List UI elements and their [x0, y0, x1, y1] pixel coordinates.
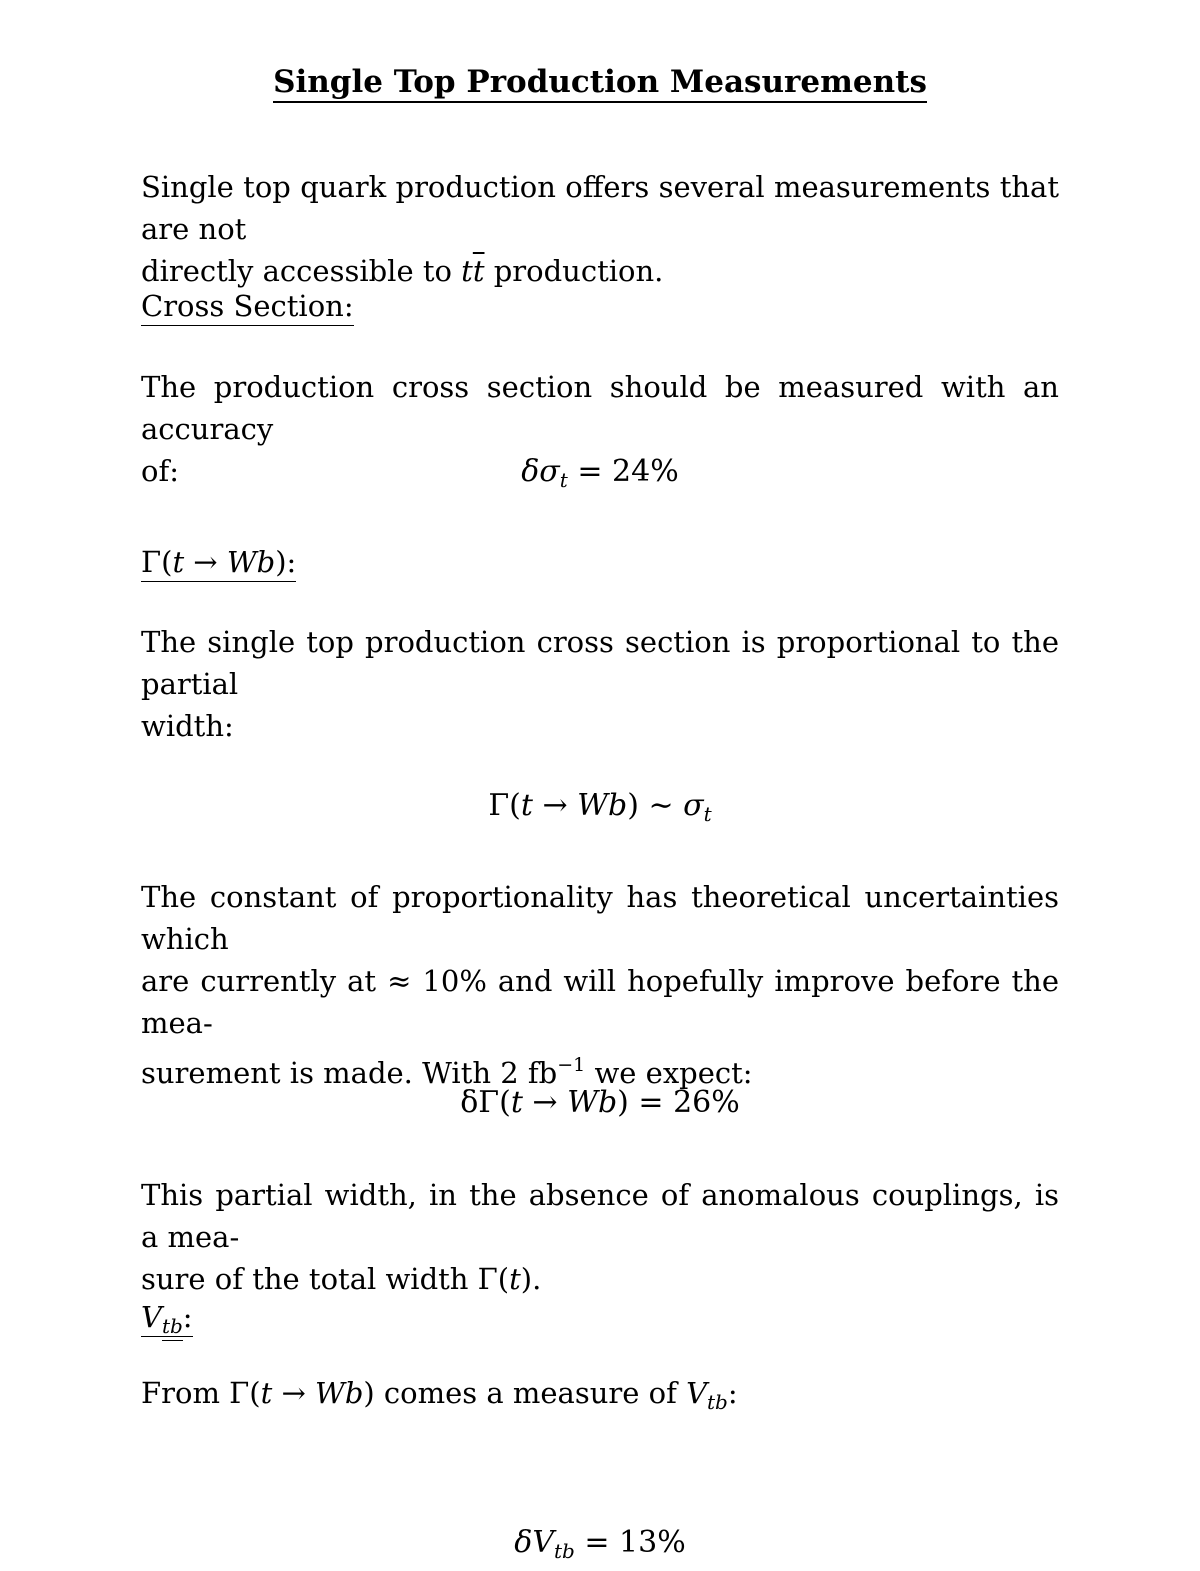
- gamma-paragraph-1: [141, 621, 1059, 747]
- cross-section-line-1: The production cross section should be measured with an accuracy: [141, 370, 1059, 446]
- cross-section-equation: [0, 452, 1200, 500]
- intro-paragraph: [141, 166, 1059, 292]
- cross-section-heading: [141, 286, 354, 326]
- vtb-text-sub: tb: [707, 1390, 728, 1414]
- gamma-eq1-arrow: →: [532, 788, 578, 823]
- gamma-p2-line-3-pre: surement is made. With 2 fb: [141, 1056, 558, 1090]
- vtb-text-pre: From Γ(: [141, 1376, 261, 1410]
- vtb-heading-sub: tb: [162, 1314, 183, 1341]
- cross-section-heading-text: Cross Section:: [141, 289, 354, 326]
- tt-symbol-t: t: [461, 254, 473, 288]
- vtb-equation: [0, 1523, 1200, 1571]
- gamma-heading: [141, 542, 296, 582]
- vtb-heading-colon: :: [183, 1300, 193, 1337]
- vtb-text-colon: :: [727, 1376, 738, 1410]
- gamma-eq2-rhs: ) = 26%: [617, 1085, 740, 1120]
- gamma-heading-close: ):: [275, 545, 296, 582]
- tt-symbol-tbar: $\overline{t}$: [472, 254, 485, 288]
- vtb-text-mid: ) comes a measure of: [363, 1376, 687, 1410]
- intro-line-1: Single top quark production offers several measurements that are not: [141, 170, 1059, 246]
- cross-section-eq-delta-sigma: δσ: [521, 454, 560, 489]
- gamma-heading-text: [141, 545, 296, 582]
- gamma-p3-line-2-t: t: [509, 1262, 521, 1296]
- intro-line-2-pre: directly accessible to: [141, 254, 462, 288]
- gamma-heading-arrow: →: [184, 545, 227, 582]
- gamma-p2-line-3-post: we expect:: [585, 1056, 753, 1090]
- vtb-heading-text: [141, 1300, 193, 1337]
- vtb-heading: [141, 1297, 193, 1346]
- gamma-eq1-sigma: σ: [683, 788, 704, 823]
- gamma-p3-line-2-post: ).: [520, 1262, 542, 1296]
- gamma-paragraph-2: [141, 876, 1059, 1094]
- gamma-eq1-gamma: Γ(: [488, 788, 521, 823]
- vtb-heading-v: V: [141, 1300, 162, 1337]
- vtb-text-v: V: [686, 1376, 708, 1410]
- gamma-p2-line-1: The constant of proportionality has theoretical uncertainties which: [141, 880, 1059, 956]
- gamma-p1-line-1: The single top production cross section is proportional to the partial: [141, 625, 1059, 701]
- gamma-heading-wb: Wb: [227, 545, 275, 582]
- vtb-text-t: t: [260, 1376, 273, 1410]
- cross-section-line-2: of:: [141, 454, 179, 488]
- gamma-paragraph-3: [141, 1174, 1059, 1300]
- gamma-uncertainty-equation: [0, 1083, 1200, 1123]
- gamma-p3-line-2-pre: sure of the total width Γ(: [141, 1262, 510, 1296]
- vtb-eq-v: V: [532, 1525, 554, 1560]
- gamma-p2-line-2: are currently at ≈ 10% and will hopefully improve before the mea-: [141, 964, 1059, 1040]
- gamma-eq1-sub: t: [703, 802, 712, 826]
- page-title-text: Single Top Production Measurements: [273, 64, 927, 103]
- gamma-eq1-close: ) ∼: [627, 788, 684, 823]
- gamma-eq2-wb: Wb: [567, 1085, 618, 1120]
- gamma-heading-gamma: Γ(: [141, 545, 172, 582]
- gamma-p1-line-2: width:: [141, 709, 234, 743]
- gamma-eq1-wb: Wb: [577, 788, 628, 823]
- vtb-eq-sub: tb: [554, 1539, 575, 1563]
- vtb-eq-rhs: = 13%: [574, 1525, 686, 1560]
- gamma-eq1-t: t: [520, 788, 533, 823]
- cross-section-eq-rhs: = 24%: [567, 454, 679, 489]
- gamma-eq2-t: t: [510, 1085, 523, 1120]
- vtb-text-arrow: →: [272, 1376, 316, 1410]
- gamma-p2-line-3-sup: −1: [557, 1054, 586, 1076]
- gamma-p3-line-1: This partial width, in the absence of anomalous couplings, is a mea-: [141, 1178, 1059, 1254]
- gamma-proportional-equation: [0, 786, 1200, 834]
- vtb-eq-delta: δ: [514, 1525, 533, 1560]
- vtb-text-wb: Wb: [315, 1376, 364, 1410]
- gamma-eq2-pre: δΓ(: [460, 1085, 511, 1120]
- vtb-paragraph: [141, 1372, 1059, 1423]
- intro-line-2-post: production.: [484, 254, 664, 288]
- cross-section-eq-sub: t: [559, 468, 568, 492]
- page-title: [0, 62, 1200, 102]
- gamma-eq2-arrow: →: [522, 1085, 568, 1120]
- gamma-heading-t: t: [172, 545, 184, 582]
